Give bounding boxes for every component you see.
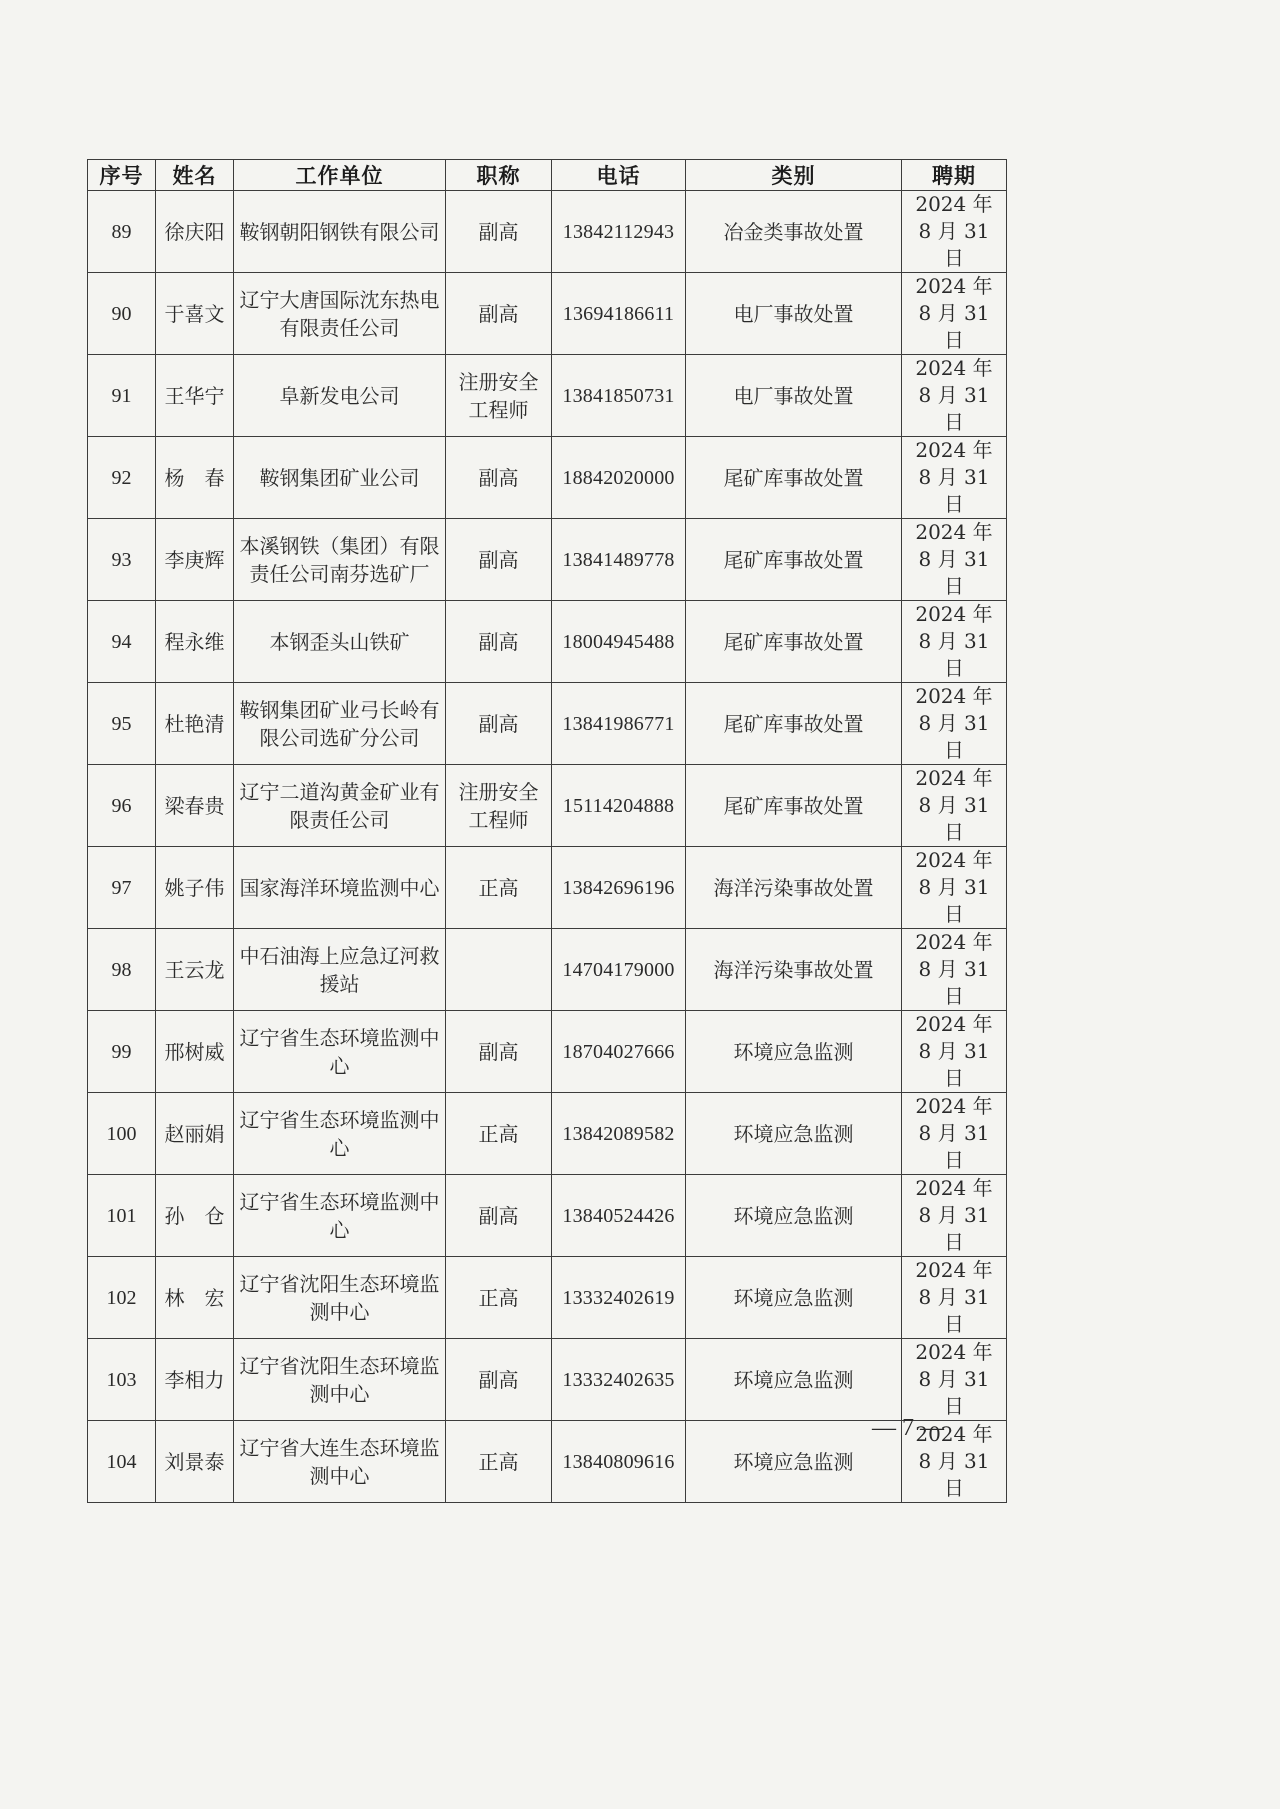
cell-name: 于喜文 [156,273,234,355]
cell-unit: 本溪钢铁（集团）有限责任公司南芬选矿厂 [234,519,446,601]
cell-title: 副高 [446,519,552,601]
cell-name: 邢树威 [156,1011,234,1093]
cell-index: 95 [88,683,156,765]
cell-phone: 18704027666 [552,1011,686,1093]
header-unit: 工作单位 [234,160,446,191]
cell-name: 梁春贵 [156,765,234,847]
header-row [88,160,1007,191]
header-title: 职称 [446,160,552,191]
table-body [88,191,1007,1503]
cell-title: 副高 [446,437,552,519]
cell-term: 2024 年 8 月 31 日 [902,519,1007,601]
table-row [88,1257,1007,1339]
cell-term: 2024 年 8 月 31 日 [902,847,1007,929]
cell-name: 赵丽娟 [156,1093,234,1175]
cell-category: 环境应急监测 [686,1011,902,1093]
cell-index: 98 [88,929,156,1011]
cell-category: 海洋污染事故处置 [686,847,902,929]
cell-title: 注册安全工程师 [446,355,552,437]
cell-category: 尾矿库事故处置 [686,765,902,847]
cell-name: 刘景泰 [156,1421,234,1503]
cell-unit: 鞍钢集团矿业弓长岭有限公司选矿分公司 [234,683,446,765]
cell-term: 2024 年 8 月 31 日 [902,1011,1007,1093]
cell-phone: 13842089582 [552,1093,686,1175]
cell-phone: 13840809616 [552,1421,686,1503]
cell-term: 2024 年 8 月 31 日 [902,1093,1007,1175]
cell-category: 尾矿库事故处置 [686,601,902,683]
cell-unit: 国家海洋环境监测中心 [234,847,446,929]
expert-table [87,159,1007,1503]
cell-category: 冶金类事故处置 [686,191,902,273]
header-phone: 电话 [552,160,686,191]
cell-name: 杨 春 [156,437,234,519]
cell-title: 正高 [446,1093,552,1175]
table-row [88,847,1007,929]
cell-title: 注册安全工程师 [446,765,552,847]
cell-term: 2024 年 8 月 31 日 [902,683,1007,765]
cell-term: 2024 年 8 月 31 日 [902,355,1007,437]
cell-index: 94 [88,601,156,683]
cell-category: 环境应急监测 [686,1339,902,1421]
cell-phone: 14704179000 [552,929,686,1011]
cell-index: 102 [88,1257,156,1339]
cell-title: 副高 [446,191,552,273]
cell-term: 2024 年 8 月 31 日 [902,1257,1007,1339]
cell-unit: 辽宁大唐国际沈东热电有限责任公司 [234,273,446,355]
cell-index: 90 [88,273,156,355]
cell-category: 环境应急监测 [686,1421,902,1503]
cell-term: 2024 年 8 月 31 日 [902,273,1007,355]
table-row [88,519,1007,601]
cell-name: 孙 仓 [156,1175,234,1257]
cell-index: 96 [88,765,156,847]
cell-index: 99 [88,1011,156,1093]
cell-term: 2024 年 8 月 31 日 [902,191,1007,273]
cell-index: 101 [88,1175,156,1257]
header-category: 类别 [686,160,902,191]
cell-category: 电厂事故处置 [686,273,902,355]
cell-term: 2024 年 8 月 31 日 [902,765,1007,847]
cell-phone: 13842696196 [552,847,686,929]
cell-phone: 13841489778 [552,519,686,601]
cell-unit: 本钢歪头山铁矿 [234,601,446,683]
table-row [88,1093,1007,1175]
cell-title: 副高 [446,273,552,355]
cell-name: 徐庆阳 [156,191,234,273]
cell-title: 正高 [446,1421,552,1503]
table-row [88,273,1007,355]
table-row [88,765,1007,847]
cell-unit: 辽宁省生态环境监测中心 [234,1175,446,1257]
cell-phone: 13694186611 [552,273,686,355]
table-row [88,1421,1007,1503]
table-row [88,683,1007,765]
page-number: — 7 — [872,1415,944,1441]
table-row [88,929,1007,1011]
cell-unit: 辽宁省沈阳生态环境监测中心 [234,1339,446,1421]
cell-term: 2024 年 8 月 31 日 [902,601,1007,683]
table-row [88,1011,1007,1093]
cell-unit: 辽宁省生态环境监测中心 [234,1093,446,1175]
header-index: 序号 [88,160,156,191]
cell-unit: 鞍钢集团矿业公司 [234,437,446,519]
cell-unit: 辽宁省生态环境监测中心 [234,1011,446,1093]
cell-title [446,929,552,1011]
cell-title: 副高 [446,601,552,683]
cell-unit: 鞍钢朝阳钢铁有限公司 [234,191,446,273]
table-row [88,355,1007,437]
cell-title: 副高 [446,683,552,765]
table-row [88,601,1007,683]
cell-index: 92 [88,437,156,519]
cell-index: 89 [88,191,156,273]
cell-category: 海洋污染事故处置 [686,929,902,1011]
cell-index: 100 [88,1093,156,1175]
table-row [88,1339,1007,1421]
cell-phone: 13842112943 [552,191,686,273]
cell-category: 环境应急监测 [686,1257,902,1339]
cell-category: 尾矿库事故处置 [686,519,902,601]
header-name: 姓名 [156,160,234,191]
table-row [88,437,1007,519]
table-header [88,160,1007,191]
cell-index: 103 [88,1339,156,1421]
cell-name: 王云龙 [156,929,234,1011]
cell-name: 杜艳清 [156,683,234,765]
cell-phone: 13841986771 [552,683,686,765]
cell-unit: 辽宁省大连生态环境监测中心 [234,1421,446,1503]
cell-unit: 辽宁省沈阳生态环境监测中心 [234,1257,446,1339]
cell-index: 93 [88,519,156,601]
cell-name: 李相力 [156,1339,234,1421]
cell-term: 2024 年 8 月 31 日 [902,1339,1007,1421]
cell-title: 正高 [446,847,552,929]
cell-title: 副高 [446,1011,552,1093]
cell-term: 2024 年 8 月 31 日 [902,437,1007,519]
cell-term: 2024 年 8 月 31 日 [902,929,1007,1011]
cell-category: 尾矿库事故处置 [686,683,902,765]
cell-category: 尾矿库事故处置 [686,437,902,519]
cell-category: 电厂事故处置 [686,355,902,437]
table-row [88,191,1007,273]
cell-unit: 阜新发电公司 [234,355,446,437]
cell-title: 副高 [446,1339,552,1421]
cell-name: 林 宏 [156,1257,234,1339]
cell-name: 姚子伟 [156,847,234,929]
cell-phone: 18842020000 [552,437,686,519]
cell-name: 程永维 [156,601,234,683]
cell-phone: 13332402619 [552,1257,686,1339]
cell-unit: 辽宁二道沟黄金矿业有限责任公司 [234,765,446,847]
cell-term: 2024 年 8 月 31 日 [902,1421,1007,1503]
cell-title: 正高 [446,1257,552,1339]
cell-title: 副高 [446,1175,552,1257]
cell-phone: 13840524426 [552,1175,686,1257]
cell-name: 王华宁 [156,355,234,437]
cell-category: 环境应急监测 [686,1093,902,1175]
cell-category: 环境应急监测 [686,1175,902,1257]
table-row [88,1175,1007,1257]
cell-name: 李庚辉 [156,519,234,601]
header-term: 聘期 [902,160,1007,191]
cell-index: 91 [88,355,156,437]
cell-index: 104 [88,1421,156,1503]
cell-phone: 18004945488 [552,601,686,683]
cell-term: 2024 年 8 月 31 日 [902,1175,1007,1257]
cell-index: 97 [88,847,156,929]
cell-phone: 15114204888 [552,765,686,847]
cell-unit: 中石油海上应急辽河救援站 [234,929,446,1011]
cell-phone: 13332402635 [552,1339,686,1421]
cell-phone: 13841850731 [552,355,686,437]
